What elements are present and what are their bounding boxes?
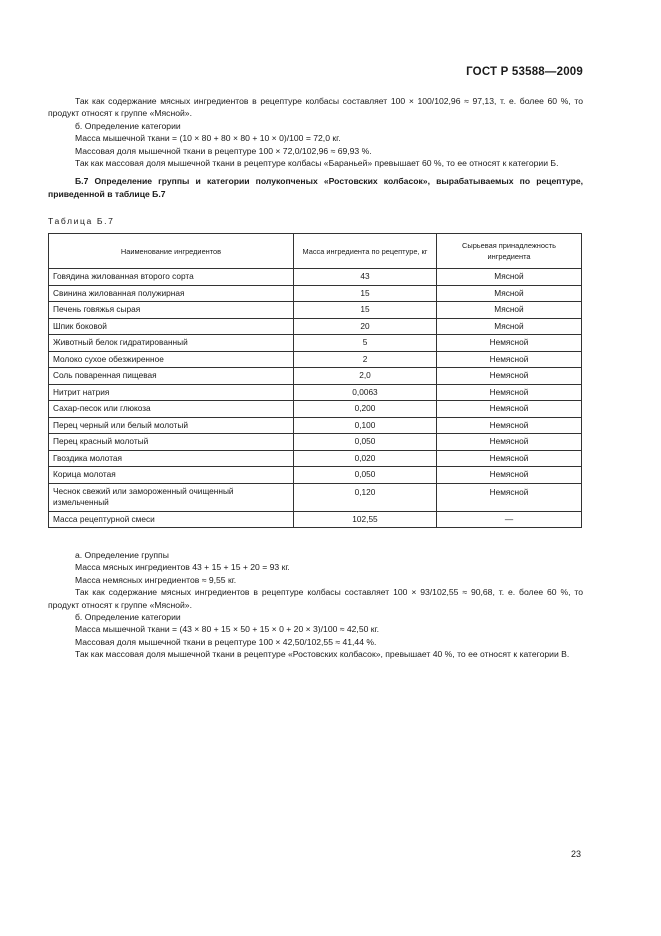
paragraph: Массовая доля мышечной ткани в рецептуре 100 × 42,50/102,55 ≈ 41,44 %. xyxy=(75,636,377,647)
cell: 102,55 xyxy=(294,511,437,528)
table-row xyxy=(49,483,582,511)
cell: 0,120 xyxy=(294,483,437,511)
cell: Говядина жилованная второго сорта xyxy=(49,269,294,286)
header-cell: Наименование ингредиентов xyxy=(49,234,294,269)
paragraph: б. Определение категории xyxy=(75,612,181,623)
cell: Перец красный молотый xyxy=(49,434,294,451)
cell: 0,020 xyxy=(294,450,437,467)
cell: Немясной xyxy=(437,368,582,385)
table-row xyxy=(49,285,582,302)
cell: Корица молотая xyxy=(49,467,294,484)
cell: Мясной xyxy=(437,302,582,319)
cell: Мясной xyxy=(437,269,582,286)
header-cell: Масса ингредиента по рецептуре, кг xyxy=(294,234,437,269)
cell: 20 xyxy=(294,318,437,335)
cell: Соль поваренная пищевая xyxy=(49,368,294,385)
cell: Сахар-песок или глюкоза xyxy=(49,401,294,418)
cell: Немясной xyxy=(437,401,582,418)
table-row xyxy=(49,368,582,385)
cell: Печень говяжья сырая xyxy=(49,302,294,319)
ingredients-table xyxy=(48,233,582,528)
table-row xyxy=(49,318,582,335)
cell: Немясной xyxy=(437,384,582,401)
header-cell: Сырьевая принадлежность ингредиента xyxy=(437,234,582,269)
cell: 0,050 xyxy=(294,434,437,451)
lower-text-block xyxy=(48,549,583,661)
cell: Гвоздика молотая xyxy=(49,450,294,467)
table-row xyxy=(49,417,582,434)
cell: 0,050 xyxy=(294,467,437,484)
cell: Мясной xyxy=(437,318,582,335)
cell: 15 xyxy=(294,285,437,302)
table-header-row xyxy=(49,234,582,269)
paragraph: Так как массовая доля мышечной ткани в рецептуре колбасы «Бараньей» превышает 60 %, то ее относят к категории Б. xyxy=(75,158,559,169)
cell: Немясной xyxy=(437,351,582,368)
paragraph: Так как содержание мясных ингредиентов в рецептуре колбасы составляет 100 × 93/102,55 ≈ 90,68, т. е. более 60 %, то продукт относят к группе «Мясной». xyxy=(48,587,583,610)
paragraph: Так как содержание мясных ингредиентов в рецептуре колбасы составляет 100 × 100/102,96 ≈ 97,13, т. е. более 60 %, то продукт относят к группе «Мясной». xyxy=(48,96,583,119)
table-row xyxy=(49,351,582,368)
paragraph: б. Определение категории xyxy=(75,120,181,131)
table-row xyxy=(49,450,582,467)
cell: Мясной xyxy=(437,285,582,302)
paragraph: Масса мышечной ткани = (10 × 80 + 80 × 80 + 10 × 0)/100 = 72,0 кг. xyxy=(75,133,341,144)
page-number: 23 xyxy=(570,849,581,859)
cell: Немясной xyxy=(437,450,582,467)
table-row xyxy=(49,269,582,286)
cell: Перец черный или белый молотый xyxy=(49,417,294,434)
cell: Свинина жилованная полужирная xyxy=(49,285,294,302)
table-row xyxy=(49,401,582,418)
cell: 5 xyxy=(294,335,437,352)
cell: Нитрит натрия xyxy=(49,384,294,401)
table-row xyxy=(49,467,582,484)
cell: 0,100 xyxy=(294,417,437,434)
document-id-header: ГОСТ Р 53588—2009 xyxy=(466,66,583,78)
cell: 0,200 xyxy=(294,401,437,418)
cell: Немясной xyxy=(437,335,582,352)
cell: — xyxy=(437,511,582,528)
cell: 2 xyxy=(294,351,437,368)
section-heading: Б.7 Определение группы и категории полукопченых «Ростовских колбасок», вырабатываемых по рецептуре, приведенной в таблице Б.7 xyxy=(48,176,583,199)
cell: Немясной xyxy=(437,467,582,484)
upper-text-block xyxy=(48,95,583,200)
paragraph: Масса мышечной ткани = (43 × 80 + 15 × 50 + 15 × 0 + 20 × 3)/100 ≈ 42,50 кг. xyxy=(75,624,379,635)
cell: Немясной xyxy=(437,417,582,434)
cell: Немясной xyxy=(437,483,582,511)
table-row xyxy=(49,434,582,451)
cell: Немясной xyxy=(437,434,582,451)
paragraph: Масса мясных ингредиентов 43 + 15 + 15 + 20 = 93 кг. xyxy=(75,562,290,573)
paragraph: Масса немясных ингредиентов ≈ 9,55 кг. xyxy=(75,574,237,585)
cell: 15 xyxy=(294,302,437,319)
cell: 2,0 xyxy=(294,368,437,385)
paragraph: Массовая доля мышечной ткани в рецептуре 100 × 72,0/102,96 ≈ 69,93 %. xyxy=(75,145,372,156)
cell: 43 xyxy=(294,269,437,286)
cell: Молоко сухое обезжиренное xyxy=(49,351,294,368)
table-row xyxy=(49,335,582,352)
paragraph: Так как массовая доля мышечной ткани в рецептуре «Ростовских колбасок», превышает 40 %, то ее относят к категории В. xyxy=(75,649,570,660)
cell: Шпик боковой xyxy=(49,318,294,335)
table-row xyxy=(49,302,582,319)
paragraph: а. Определение группы xyxy=(75,550,169,560)
cell: Чеснок свежий или замороженный очищенный измельченный xyxy=(49,483,294,511)
table-caption: Таблица Б.7 xyxy=(48,216,115,226)
cell: Животный белок гидратированный xyxy=(49,335,294,352)
table-row xyxy=(49,384,582,401)
table-row xyxy=(49,511,582,528)
cell: 0,0063 xyxy=(294,384,437,401)
cell: Масса рецептурной смеси xyxy=(49,511,294,528)
